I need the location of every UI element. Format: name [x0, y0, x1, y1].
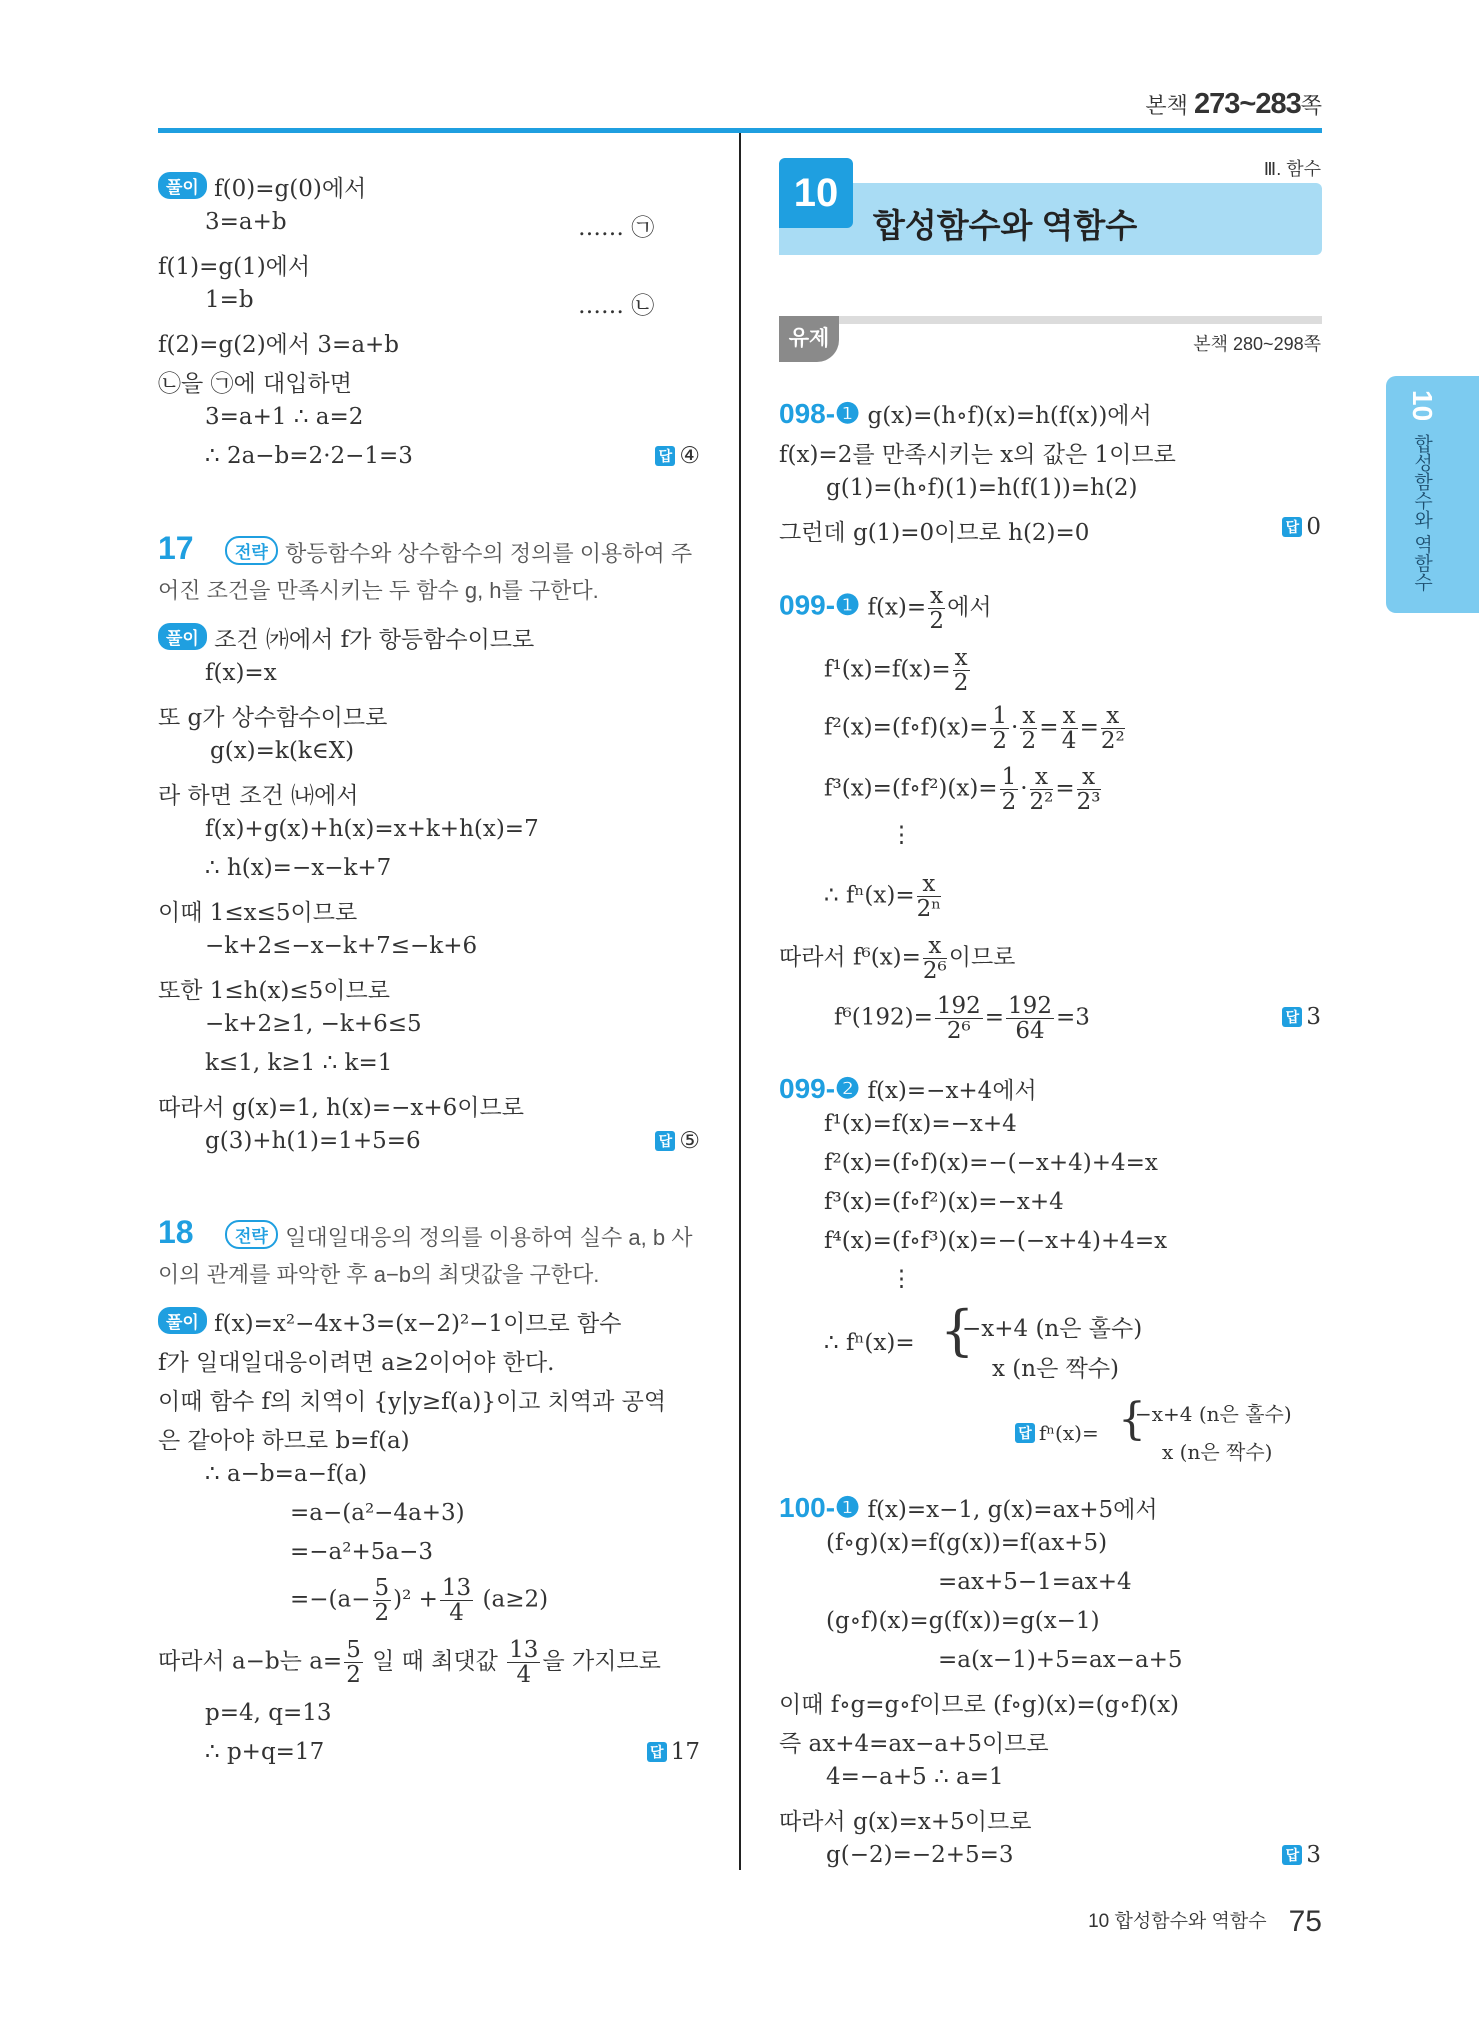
p099-1-result: f⁶(192)= $\frac{192}{\text{2⁶}}$ = $\frac{192}{64}$ =3	[834, 993, 1090, 1045]
sol16-line-5: f(2)=g(2)에서 3=a+b	[158, 332, 400, 358]
fraction: $\frac{13}{4}$	[441, 1575, 472, 1627]
page-footer	[1088, 1905, 1322, 1939]
sol16-line-1: 풀이 f(0)=g(0)에서	[158, 170, 366, 203]
p099-1-f2: f²(x)=(f∘f)(x)= $\frac{1}{2}$ · $\frac{x}{2}$ = $\frac{x}{4}$ = $\frac{x}{\text{2²}}$	[824, 703, 1125, 755]
answer-icon: 답	[1282, 1007, 1302, 1027]
footer-chapter: 10 합성함수와 역함수	[1088, 1911, 1267, 1932]
sol16-line-6: ㉡을 ㉠에 대입하면	[158, 371, 352, 397]
p17-line-6: f(x)+g(x)+h(x)=x+k+h(x)=7	[205, 816, 539, 842]
p17-line-1: 풀이 조건 ㈎에서 f가 항등함수이므로	[158, 621, 534, 654]
strategy-badge: 전략	[225, 1220, 278, 1249]
p099-2-case-1: −x+4 (n은 홀수)	[962, 1316, 1143, 1342]
fraction: $\frac{x}{\text{2²}}$	[1100, 703, 1125, 755]
p100-1-line-10: g(−2)=−2+5=3	[826, 1842, 1014, 1868]
p099-2-answer: 답 fⁿ(x)=	[1015, 1421, 1099, 1445]
fraction: $\frac{1}{2}$	[992, 703, 1007, 755]
answer-icon: 답	[1282, 1845, 1302, 1865]
sol16-tag-2: …… ㉡	[578, 293, 655, 319]
problem-18-strategy-2: 이의 관계를 파악한 후 a−b의 최댓값을 구한다.	[158, 1262, 600, 1287]
p100-1-line-5: =a(x−1)+5=ax−a+5	[938, 1647, 1183, 1673]
p099-2-line-2: f¹(x)=f(x)=−x+4	[824, 1111, 1017, 1137]
p100-1-line-6: 이때 f∘g=g∘f이므로 (f∘g)(x)=(g∘f)(x)	[779, 1692, 1180, 1718]
problem-tag: 098-❶	[779, 398, 861, 429]
fraction: $\frac{1}{2}$	[1001, 764, 1017, 816]
p098-1-line-1: 098-❶ g(x)=(h∘f)(x)=h(f(x))에서	[779, 398, 1152, 429]
header-page-ref: 본책 273~283쪽	[1145, 88, 1322, 120]
chapter-side-tab	[1386, 376, 1479, 613]
problem-17-strategy-1: 전략 항등함수와 상수함수의 정의를 이용하여 주	[225, 536, 692, 568]
p18-line-7: =−a²+5a−3	[290, 1539, 433, 1565]
section-title: 합성함수와 역함수	[873, 207, 1138, 244]
p17-answer: 답 ⑤	[655, 1128, 700, 1154]
p099-1-answer: 답 3	[1282, 1004, 1321, 1030]
p098-1-line-3: g(1)=(h∘f)(1)=h(f(1))=h(2)	[826, 475, 1138, 501]
p099-2-answer-case-1: −x+4 (n은 홀수)	[1135, 1402, 1292, 1426]
problem-18-number: 18	[158, 1214, 194, 1250]
p17-line-14: g(3)+h(1)=1+5=6	[205, 1128, 421, 1154]
problem-tag: 099-❶	[779, 589, 861, 621]
p18-conclusion: 따라서 a−b는 a= $\frac{5}{2}$ 일 때 최댓값 $\frac{13}{4}$ 을 가지므로	[158, 1637, 661, 1689]
p098-1-answer: 답 0	[1282, 514, 1321, 540]
problem-17-number: 17	[158, 530, 194, 566]
sol16-tag-1: …… ㉠	[578, 215, 655, 241]
fraction: $\frac{x}{2}$	[929, 583, 944, 635]
p18-line-1: 풀이 f(x)=x²−4x+3=(x−2)²−1이므로 함수	[158, 1305, 621, 1338]
p100-1-line-3: =ax+5−1=ax+4	[938, 1569, 1132, 1595]
p100-1-line-7: 즉 ax+4=ax−a+5이므로	[779, 1731, 1049, 1757]
fraction: $\frac{5}{2}$	[374, 1575, 390, 1627]
p100-1-line-2: (f∘g)(x)=f(g(x))=f(ax+5)	[826, 1530, 1108, 1556]
p18-line-8: =−(a− $\frac{5}{2}$ )² + $\frac{13}{4}$ (a≥2)	[290, 1575, 549, 1627]
p099-1-f3: f³(x)=(f∘f²)(x)= $\frac{1}{2}$ · $\frac{x}{\text{2²}}$ = $\frac{x}{\text{2³}}$	[824, 764, 1101, 816]
p17-line-7: ∴ h(x)=−x−k+7	[205, 855, 392, 881]
yuje-bar	[779, 316, 1322, 324]
p099-2-line-3: f²(x)=(f∘f)(x)=−(−x+4)+4=x	[824, 1150, 1158, 1176]
section-number: 10	[779, 158, 853, 228]
p17-line-10: 또한 1≤h(x)≤5이므로	[158, 978, 390, 1004]
chapter-label: Ⅲ. 함수	[1263, 159, 1321, 179]
solution-badge: 풀이	[158, 1307, 207, 1334]
p099-2-answer-case-2: x (n은 짝수)	[1162, 1440, 1273, 1464]
p17-line-8: 이때 1≤x≤5이므로	[158, 900, 358, 926]
p099-1-fn: ∴ fⁿ(x)= $\frac{x}{\text{2ⁿ}}$	[824, 871, 942, 923]
fraction: $\frac{13}{4}$	[509, 1637, 539, 1689]
p17-line-9: −k+2≤−x−k+7≤−k+6	[205, 933, 478, 959]
fraction: $\frac{x}{4}$	[1061, 703, 1077, 755]
header-page-range: 273~283	[1194, 88, 1301, 120]
p18-final: ∴ p+q=17	[205, 1739, 325, 1765]
p18-line-3: 이때 함수 f의 치역이 {y|y≥f(a)}이고 치역과 공역	[158, 1389, 667, 1415]
p099-2-line-5: f⁴(x)=(f∘f³)(x)=−(−x+4)+4=x	[824, 1228, 1168, 1254]
solution-badge: 풀이	[158, 172, 207, 199]
p099-1-f1: f¹(x)=f(x)= $\frac{x}{2}$	[824, 645, 969, 697]
p100-1-line-8: 4=−a+5 ∴ a=1	[826, 1764, 1004, 1790]
p17-line-3: 또 g가 상수함수이므로	[158, 705, 388, 731]
answer-icon: 답	[655, 446, 675, 466]
side-tab-number: 10	[1407, 390, 1438, 422]
p18-pq: p=4, q=13	[205, 1700, 332, 1726]
p100-1-line-4: (g∘f)(x)=g(f(x))=g(x−1)	[826, 1608, 1100, 1634]
fraction: $\frac{5}{2}$	[346, 1637, 361, 1689]
p17-line-2: f(x)=x	[205, 660, 277, 686]
sol16-line-4: 1=b	[205, 287, 254, 313]
p18-line-4: 은 같아야 하므로 b=f(a)	[158, 1428, 410, 1454]
answer-icon: 답	[647, 1742, 667, 1762]
yuje-badge: 유제	[779, 316, 839, 362]
p100-1-answer: 답 3	[1282, 1842, 1321, 1868]
problem-tag: 100-❶	[779, 1492, 861, 1523]
solution-badge: 풀이	[158, 623, 207, 650]
sol16-line-7: 3=a+1 ∴ a=2	[205, 404, 364, 430]
column-divider	[739, 133, 741, 1870]
problem-17-strategy-2: 어진 조건을 만족시키는 두 함수 g, h를 구한다.	[158, 578, 599, 603]
p099-1-dots: ⋮	[890, 822, 913, 848]
problem-18-strategy-1: 전략 일대일대응의 정의를 이용하여 실수 a, b 사	[225, 1220, 692, 1252]
p100-1-line-9: 따라서 g(x)=x+5이므로	[779, 1809, 1032, 1835]
side-tab-label: 합성함수와 역함수	[1411, 434, 1432, 592]
sol16-answer: 답 ④	[655, 443, 700, 469]
p099-2-line-1: 099-❷ f(x)=−x+4에서	[779, 1073, 1037, 1104]
fraction: $\frac{192}{64}$	[1008, 993, 1052, 1045]
fraction: $\frac{x}{\text{2³}}$	[1076, 764, 1101, 816]
fraction: $\frac{x}{\text{2ⁿ}}$	[916, 871, 942, 923]
fraction: $\frac{x}{2}$	[953, 645, 969, 697]
sol16-line-3: f(1)=g(1)에서	[158, 254, 311, 280]
sol16-line-8: ∴ 2a−b=2·2−1=3	[205, 443, 413, 469]
fraction: $\frac{x}{\text{2²}}$	[1029, 764, 1054, 816]
problem-tag: 099-❷	[779, 1073, 861, 1104]
p098-1-line-2: f(x)=2를 만족시키는 x의 값은 1이므로	[779, 442, 1176, 468]
p18-line-2: f가 일대일대응이려면 a≥2이어야 한다.	[158, 1350, 555, 1376]
yuje-page-ref: 본책 280~298쪽	[1193, 334, 1321, 354]
p18-line-6: =a−(a²−4a+3)	[290, 1500, 465, 1526]
p17-line-4: g(x)=k(k∈X)	[210, 738, 355, 764]
p099-1-concl: 따라서 f⁶(x)= $\frac{x}{\text{2⁶}}$ 이므로	[779, 933, 1016, 985]
fraction: $\frac{x}{2}$	[1021, 703, 1037, 755]
p099-2-piecewise-lead: ∴ fⁿ(x)=	[824, 1330, 915, 1356]
sol16-line-2: 3=a+b	[205, 209, 287, 235]
fraction: $\frac{x}{\text{2⁶}}$	[922, 933, 947, 985]
page-number: 75	[1288, 1905, 1322, 1938]
brace-icon: {	[1118, 1394, 1146, 1445]
p17-line-13: 따라서 g(x)=1, h(x)=−x+6이므로	[158, 1095, 524, 1121]
answer-icon: 답	[1015, 1423, 1035, 1443]
p099-2-case-2: x (n은 짝수)	[992, 1356, 1120, 1382]
p17-line-11: −k+2≥1, −k+6≤5	[205, 1011, 422, 1037]
fraction: $\frac{192}{\text{2⁶}}$	[936, 993, 981, 1045]
brace-icon: {	[940, 1299, 975, 1362]
p098-1-line-4: 그런데 g(1)=0이므로 h(2)=0	[779, 520, 1090, 546]
p099-2-dots: ⋮	[890, 1266, 913, 1292]
p17-line-12: k≤1, k≥1 ∴ k=1	[205, 1050, 393, 1076]
p18-answer: 답 17	[647, 1739, 700, 1765]
answer-icon: 답	[1282, 517, 1302, 537]
p18-line-5: ∴ a−b=a−f(a)	[205, 1461, 368, 1487]
p099-1-line-1: 099-❶ f(x)= $\frac{x}{2}$ 에서	[779, 583, 992, 635]
p099-2-line-4: f³(x)=(f∘f²)(x)=−x+4	[824, 1189, 1064, 1215]
strategy-badge: 전략	[225, 536, 278, 565]
p17-line-5: 라 하면 조건 ㈏에서	[158, 783, 359, 809]
answer-icon: 답	[655, 1131, 675, 1151]
p100-1-line-1: 100-❶ f(x)=x−1, g(x)=ax+5에서	[779, 1492, 1158, 1523]
